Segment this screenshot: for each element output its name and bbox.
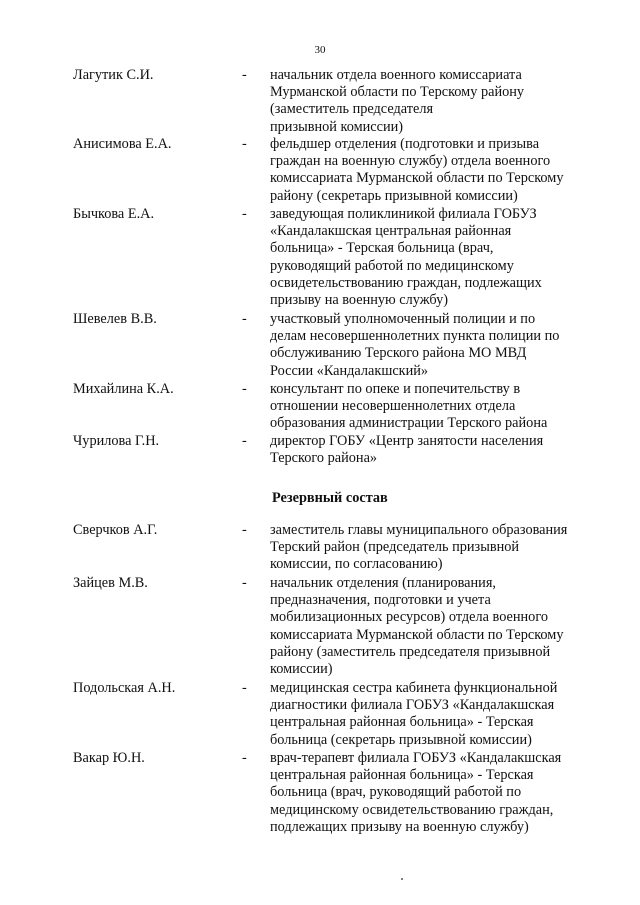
role-line: врач-терапевт филиала ГОБУЗ «Кандалакшская [270,750,562,766]
role-line: комиссии) [270,661,333,678]
role-line: России «Кандалакшский» [270,362,429,379]
member-role [270,136,600,205]
role-line: больница» - Терская больница (врач, [270,240,494,257]
role-line: начальник отделения (планирования, [270,575,496,591]
member-name: Вакар Ю.Н. [73,750,145,766]
member-name: Чурилова Г.Н. [73,433,160,449]
member-dash: - [242,67,247,83]
role-line: больница (секретарь призывной комиссии) [270,731,532,748]
role-line: призыву на военную службу) [270,292,449,309]
role-line: призывной комиссии) [270,118,404,135]
member-dash: - [242,136,247,152]
role-line: центральная районная больница» - Терская [270,714,534,731]
role-line: центральная районная больница» - Терская [270,767,534,784]
member-role [270,680,600,749]
member-dash: - [242,522,247,538]
role-line: району (заместитель председателя призывной [270,643,551,660]
role-line: диагностики филиала ГОБУЗ «Кандалакшская [270,697,555,714]
role-line: району (секретарь призывной комиссии) [270,187,518,204]
member-name: Лагутик С.И. [73,67,154,83]
member-name: Сверчков А.Г. [73,522,158,538]
role-line: Терский район (председатель призывной [270,539,520,556]
role-line: «Кандалакшская центральная районная [270,223,512,240]
member-role [270,522,600,574]
role-line: комиссии, по согласованию) [270,556,443,573]
member-role [270,311,600,380]
member-name: Шевелев В.В. [73,311,157,327]
role-line: консультант по опеке и попечительству в [270,381,521,397]
member-dash: - [242,381,247,397]
role-line: предназначения, подготовки и учета [270,592,491,609]
page-number: 30 [314,44,326,56]
scan-speck [401,878,403,880]
member-role [270,67,600,136]
member-role [270,206,600,309]
role-line: отношении несовершеннолетних отдела [270,398,516,415]
role-line: мобилизационных ресурсов) отдела военного [270,609,548,626]
role-line: участковый уполномоченный полиции и по [270,311,536,327]
role-line: медицинская сестра кабинета функциональной [270,680,558,696]
role-line: граждан на военную службу) отдела военного [270,153,551,170]
reserve-heading: Резервный состав [272,490,388,506]
role-line: руководящий работой по медицинскому [270,257,514,274]
member-name: Михайлина К.А. [73,381,174,397]
member-role [270,750,600,836]
role-line: комиссариата Мурманской области по Терскому [270,170,564,187]
member-dash: - [242,433,247,449]
role-line: делам несовершеннолетних пункта полиции по [270,328,560,345]
role-line: директор ГОБУ «Центр занятости населения [270,433,544,449]
role-line: Терского района» [270,450,378,467]
role-line: обслуживанию Терского района МО МВД [270,345,527,362]
member-dash: - [242,750,247,766]
member-dash: - [242,680,247,696]
member-role [270,575,600,678]
member-dash: - [242,575,247,591]
role-line: медицинскому освидетельствованию граждан, [270,801,554,818]
role-line: (заместитель председателя [270,101,434,118]
member-role [270,381,600,433]
role-line: заместитель главы муниципального образования [270,522,568,538]
role-line: образования администрации Терского района [270,415,548,432]
member-dash: - [242,206,247,222]
member-name: Анисимова Е.А. [73,136,172,152]
member-name: Подольская А.Н. [73,680,176,696]
member-name: Зайцев М.В. [73,575,148,591]
role-line: подлежащих призыву на военную службу) [270,818,529,835]
role-line: фельдшер отделения (подготовки и призыва [270,136,540,152]
role-line: больница (врач, руководящий работой по [270,784,522,801]
role-line: освидетельствованию граждан, подлежащих [270,274,542,291]
member-role [270,433,600,467]
member-name: Бычкова Е.А. [73,206,155,222]
role-line: заведующая поликлиникой филиала ГОБУЗ [270,206,537,222]
role-line: Мурманской области по Терскому району [270,84,525,101]
role-line: комиссариата Мурманской области по Терскому [270,626,564,643]
member-dash: - [242,311,247,327]
role-line: начальник отдела военного комиссариата [270,67,522,83]
